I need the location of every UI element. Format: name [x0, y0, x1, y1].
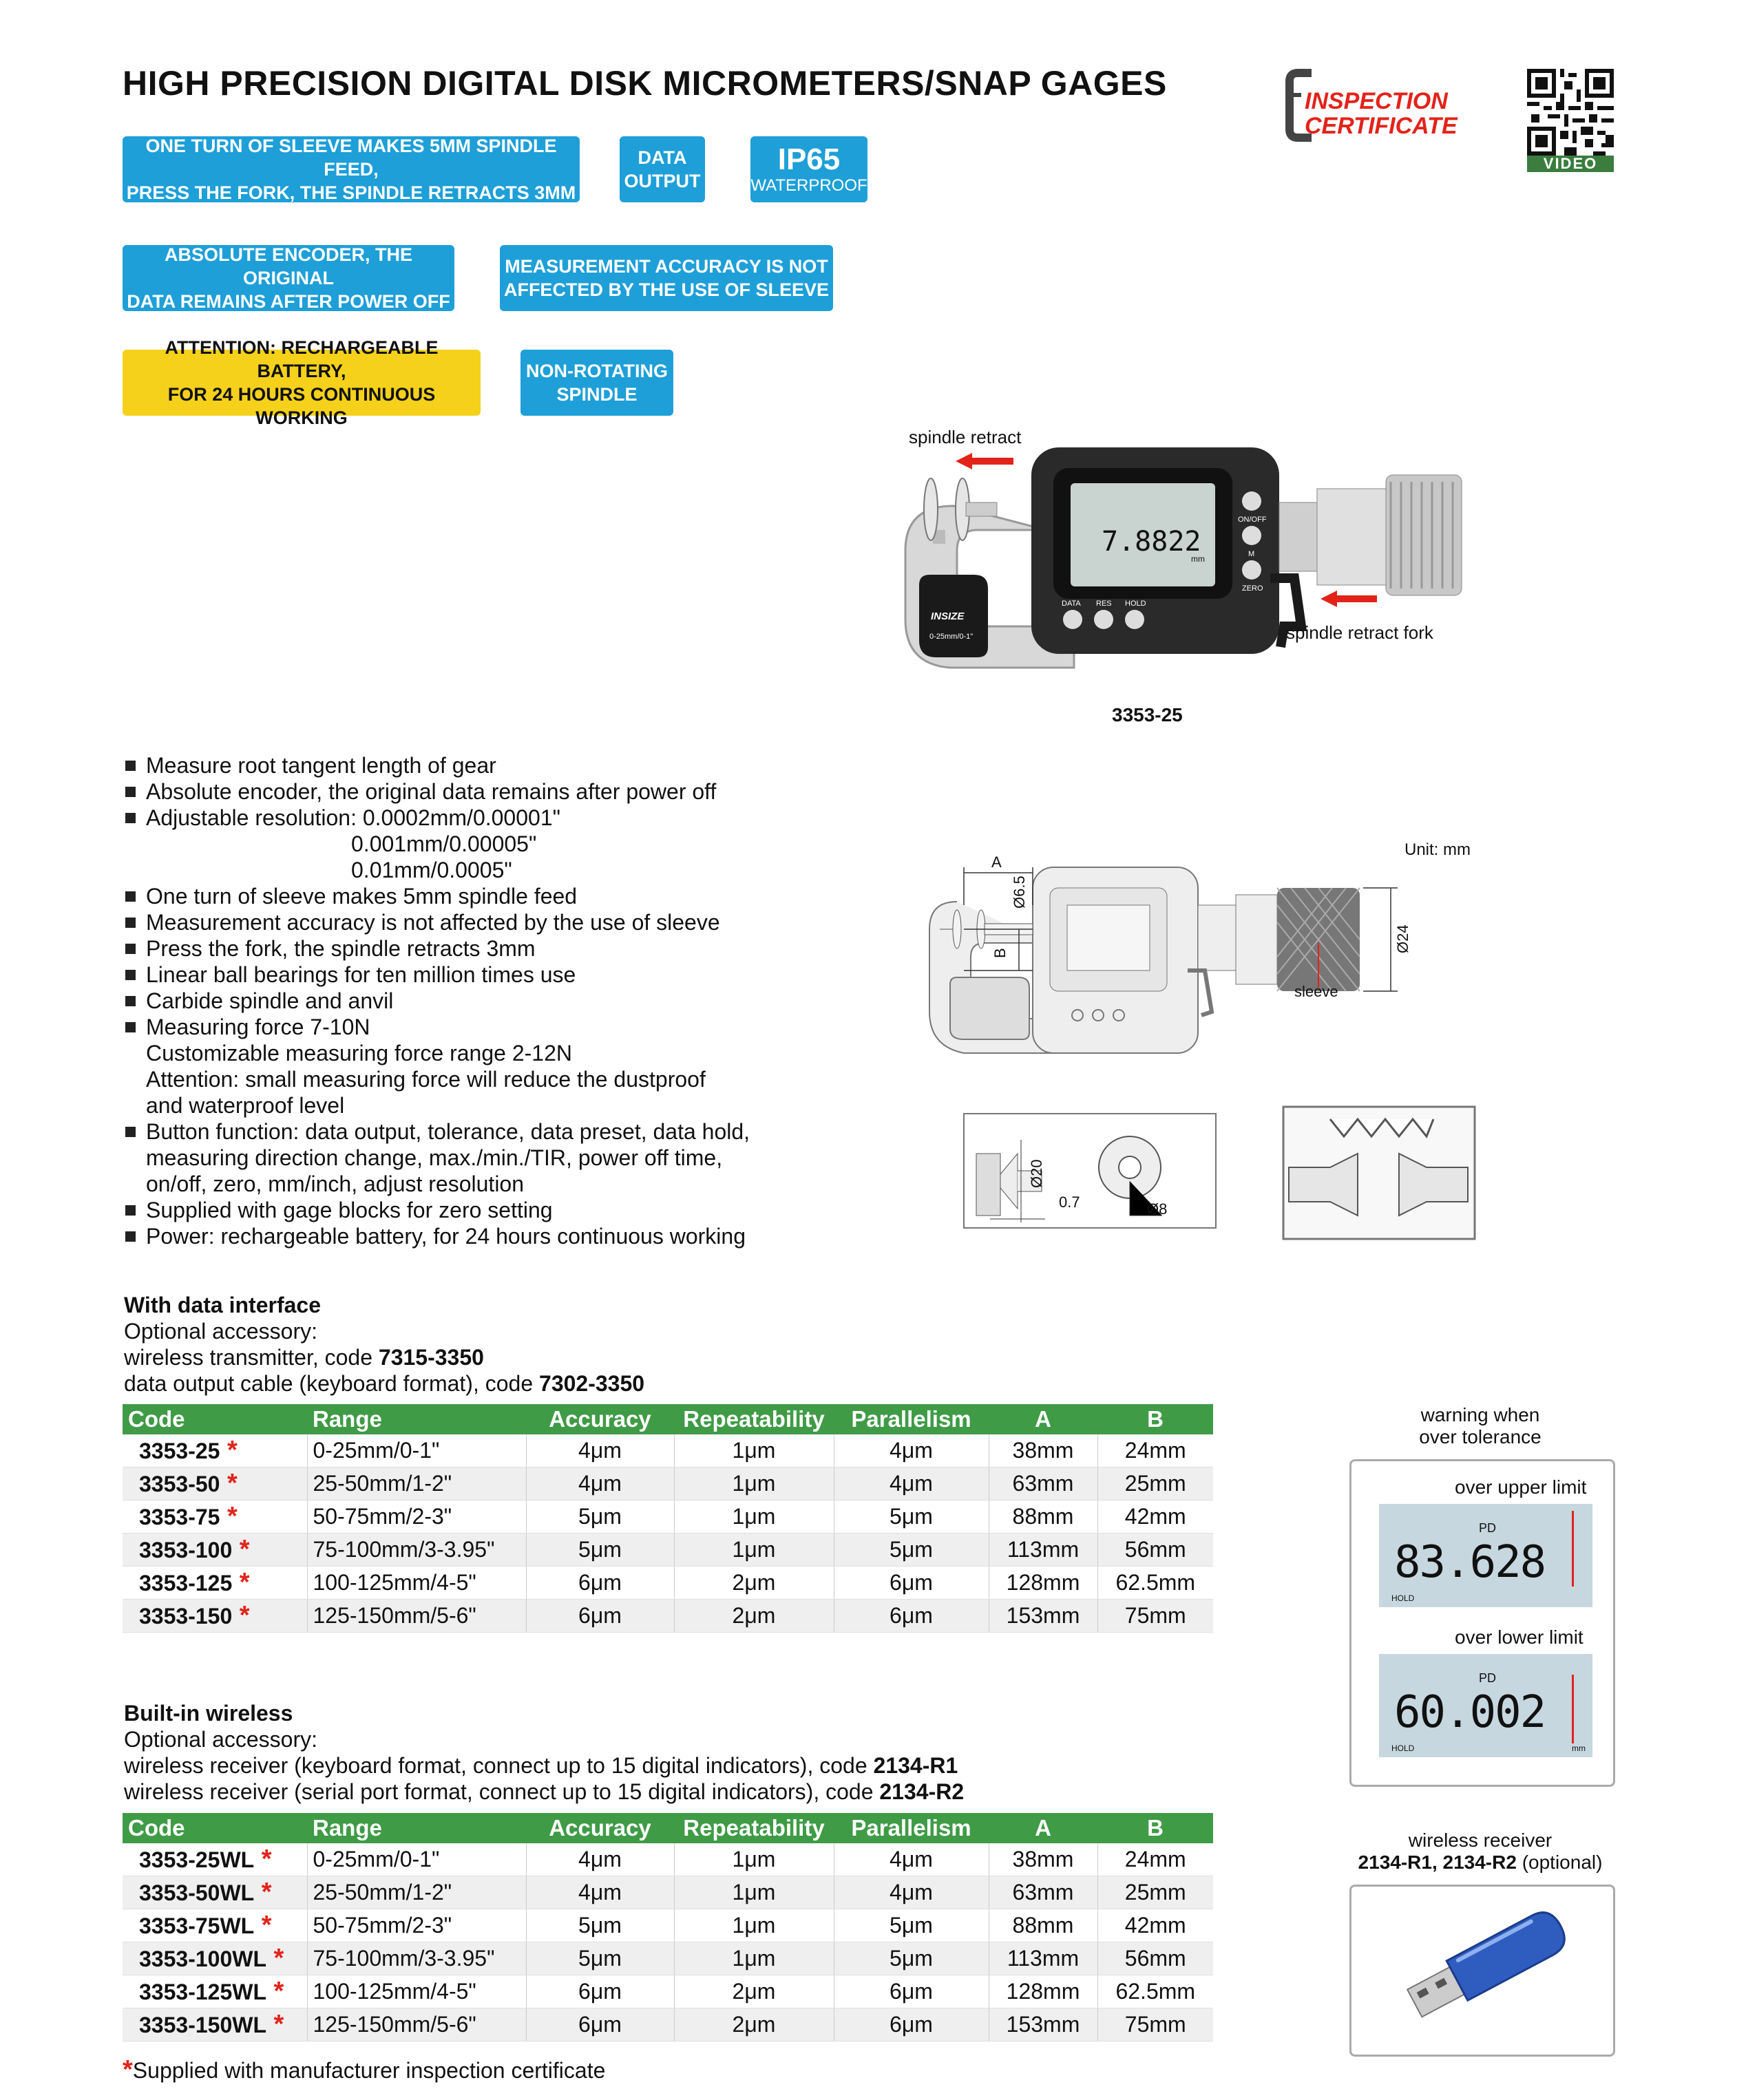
- table-cell: 5μm: [834, 1909, 989, 1942]
- feature-item: Button function: data output, tolerance, data preset, data hold,: [124, 1118, 750, 1145]
- qr-code-icon: [1527, 69, 1614, 156]
- table-header-row: [123, 1404, 1213, 1434]
- micrometer-photo: [854, 420, 1570, 730]
- table-cell: 5μm: [834, 1534, 989, 1567]
- table-cell: 38mm: [989, 1434, 1097, 1467]
- table-cell: 113mm: [989, 1942, 1097, 1975]
- table-cell: 2μm: [674, 1975, 834, 2008]
- table-cell: 75-100mm/3-3.95": [307, 1534, 526, 1567]
- disk-detail-drawing: [962, 1112, 1217, 1229]
- arrow-retract-head: [956, 453, 972, 469]
- column-header: A: [989, 1813, 1097, 1843]
- certificate-star: *: [254, 1878, 272, 1907]
- section-line: wireless transmitter, code 7315-3350: [124, 1345, 484, 1370]
- receiver-image: [1349, 1885, 1615, 2057]
- table-cell: 5μm: [526, 1500, 674, 1534]
- table-row: [123, 1500, 1213, 1534]
- table-cell: 2μm: [674, 2008, 834, 2041]
- table-row: [123, 1975, 1213, 2008]
- table-cell: 0-25mm/0-1": [307, 1434, 526, 1467]
- accessory-code: 2134-R2: [879, 1779, 965, 1804]
- column-header: Accuracy: [526, 1813, 674, 1843]
- unit-label: Unit: mm: [1404, 840, 1471, 859]
- btn-zero-label: ZERO: [1242, 584, 1263, 593]
- table-cell: 153mm: [989, 2008, 1097, 2041]
- table-row: [123, 1600, 1213, 1633]
- display-unit: mm: [1191, 554, 1205, 564]
- column-header: Range: [307, 1404, 526, 1434]
- technical-drawing: [923, 833, 1528, 1101]
- table-cell: 125-150mm/5-6": [307, 2008, 526, 2041]
- badge-line: IP65: [777, 142, 841, 176]
- certificate-star: *: [220, 1469, 238, 1498]
- table-cell: 25mm: [1097, 1876, 1213, 1909]
- table-cell: 1μm: [674, 1434, 834, 1467]
- certificate-star: *: [232, 1601, 250, 1630]
- caption-line: wireless receiver: [1408, 1829, 1553, 1851]
- table-cell: 2μm: [674, 1567, 834, 1600]
- table-cell: 63mm: [989, 1467, 1097, 1500]
- lcd-lower: [1379, 1654, 1592, 1757]
- table-cell: 6μm: [834, 1600, 989, 1633]
- table-cell: 2μm: [674, 1600, 834, 1633]
- table-cell: 88mm: [989, 1500, 1097, 1534]
- dim-07: 0.7: [1059, 1194, 1080, 1211]
- btn-hold-label: HOLD: [1125, 600, 1146, 608]
- table-row: [123, 1434, 1213, 1467]
- section-heading: Built-in wireless: [124, 1701, 293, 1726]
- feature-item: 0.01mm/0.0005": [351, 858, 512, 882]
- table-cell: 62.5mm: [1097, 1567, 1213, 1600]
- btn-zero: [1242, 560, 1261, 580]
- table-row: [123, 1843, 1213, 1876]
- table-cell: 4μm: [834, 1467, 989, 1500]
- badge-battery: [123, 337, 481, 428]
- badge-absolute-encoder: [123, 245, 454, 311]
- certificate-star: *: [232, 1535, 250, 1564]
- code-cell: 3353-75 *: [123, 1500, 307, 1534]
- table-cell: 5μm: [526, 1909, 674, 1942]
- table-cell: 63mm: [989, 1876, 1097, 1909]
- range-label: 0-25mm/0-1": [929, 633, 974, 641]
- code-cell: 3353-150 *: [123, 1600, 307, 1633]
- table-row: [123, 1942, 1213, 1975]
- cert-line1: INSPECTION: [1305, 88, 1448, 114]
- table-cell: 125-150mm/5-6": [307, 1600, 526, 1633]
- upper-pointer: [1572, 1511, 1574, 1587]
- caption-line: over tolerance: [1419, 1426, 1542, 1447]
- hold-label: HOLD: [1391, 1593, 1415, 1603]
- section-line: wireless receiver (serial port format, connect up to 15 digital indicators), code 2134-R2: [124, 1779, 965, 1804]
- certificate-star: *: [220, 1502, 238, 1531]
- display-value: 7.8822: [1102, 526, 1201, 558]
- certificate-star: *: [266, 1944, 284, 1973]
- qr-code[interactable]: [1527, 69, 1614, 172]
- certificate-star: *: [266, 2010, 284, 2039]
- certificate-star: *: [220, 1436, 238, 1465]
- btn-res-label: RES: [1096, 600, 1112, 608]
- column-header: Code: [123, 1813, 307, 1843]
- table-cell: 6μm: [834, 1567, 989, 1600]
- table-cell: 4μm: [834, 1434, 989, 1467]
- qr-video-label: VIDEO: [1527, 156, 1614, 172]
- column-header: A: [989, 1404, 1097, 1434]
- feature-item: Supplied with gage blocks for zero setting: [124, 1197, 750, 1223]
- certificate-star: *: [254, 1911, 272, 1940]
- feature-item: One turn of sleeve makes 5mm spindle feed: [124, 883, 750, 909]
- caption-line: 2134-R1, 2134-R2 (optional): [1358, 1852, 1603, 1873]
- btn-data-label: DATA: [1062, 600, 1081, 608]
- table-cell: 24mm: [1097, 1434, 1213, 1467]
- feature-item: and waterproof level: [146, 1093, 345, 1118]
- feature-item: measuring direction change, max./min./TIR, power off time,: [146, 1145, 723, 1170]
- sleeve-knurl: [1386, 475, 1462, 595]
- code-cell: 3353-25 *: [123, 1434, 307, 1467]
- btn-res: [1094, 610, 1113, 629]
- page-title: HIGH PRECISION DIGITAL DISK MICROMETERS/SNAP GAGES: [123, 64, 1167, 103]
- certificate-star: *: [266, 1977, 284, 2006]
- table-cell: 75mm: [1097, 1600, 1213, 1633]
- table-row: [123, 2008, 1213, 2041]
- table-cell: 1μm: [674, 1843, 834, 1876]
- table-cell: 113mm: [989, 1534, 1097, 1567]
- code-cell: 3353-100 *: [123, 1534, 307, 1567]
- badge-line: SPINDLE: [556, 384, 638, 405]
- feature-item: Absolute encoder, the original data remains after power off: [124, 778, 750, 805]
- sleeve-label: sleeve: [1294, 983, 1338, 1000]
- caption-line: warning when: [1420, 1404, 1540, 1425]
- table-cell: 5μm: [834, 1942, 989, 1975]
- table-cell: 42mm: [1097, 1500, 1213, 1534]
- badge-ip65: [750, 136, 867, 202]
- code-cell: 3353-50WL *: [123, 1876, 307, 1909]
- table-cell: 1μm: [674, 1942, 834, 1975]
- column-header: B: [1097, 1404, 1213, 1434]
- certificate-star: *: [254, 1845, 272, 1874]
- table-cell: 100-125mm/4-5": [307, 1567, 526, 1600]
- table-cell: 25-50mm/1-2": [307, 1876, 526, 1909]
- dim-a: A: [991, 853, 1002, 871]
- lcd-upper: [1379, 1504, 1592, 1607]
- table-cell: 1μm: [674, 1500, 834, 1534]
- table-row: [123, 1467, 1213, 1500]
- table-row: [123, 1567, 1213, 1600]
- column-header: Range: [307, 1813, 526, 1843]
- btn-onoff-label: ON/OFF: [1238, 516, 1267, 524]
- badge-sleeve-feed: [123, 136, 580, 202]
- hold-label: HOLD: [1391, 1743, 1415, 1753]
- upper-limit-label: over upper limit: [1455, 1476, 1587, 1498]
- code-cell: 3353-125 *: [123, 1567, 307, 1600]
- section-line: wireless receiver (keyboard format, connect up to 15 digital indicators), code 2134-R1: [124, 1753, 958, 1778]
- feature-item: on/off, zero, mm/inch, adjust resolution: [146, 1171, 525, 1196]
- table-row: [123, 1909, 1213, 1942]
- table-cell: 38mm: [989, 1843, 1097, 1876]
- arrow-fork-head: [1321, 591, 1337, 607]
- dim-d20: Ø20: [1028, 1159, 1045, 1188]
- badge-line: DATA: [638, 147, 687, 168]
- badge-line: WATERPROOF: [750, 176, 867, 195]
- table-cell: 0-25mm/0-1": [307, 1843, 526, 1876]
- table-cell: 5μm: [834, 1500, 989, 1534]
- accessory-code: 7315-3350: [378, 1345, 484, 1370]
- feature-item: Measure root tangent length of gear: [124, 752, 750, 778]
- feature-item: Measurement accuracy is not affected by the use of sleeve: [124, 909, 750, 935]
- warning-caption: [1349, 1404, 1611, 1448]
- receiver-caption: [1336, 1829, 1625, 1874]
- table-row: [123, 1876, 1213, 1909]
- table-cell: 6μm: [526, 1567, 674, 1600]
- model-label: 3353-25: [1112, 704, 1183, 725]
- table-cell: 1μm: [674, 1876, 834, 1909]
- table-cell: 128mm: [989, 1975, 1097, 2008]
- column-header: Parallelism: [834, 1813, 989, 1843]
- btn-m-label: M: [1248, 550, 1255, 558]
- spec-table-built-in-wireless: [123, 1813, 1213, 2041]
- code-cell: 3353-100WL *: [123, 1942, 307, 1975]
- badge-line: NON-ROTATING: [526, 361, 668, 381]
- upper-value: 83.628: [1394, 1537, 1546, 1588]
- lower-pointer: [1572, 1675, 1574, 1743]
- table-row: [123, 1534, 1213, 1567]
- table-cell: 4μm: [834, 1876, 989, 1909]
- feature-item: Power: rechargeable battery, for 24 hours continuous working: [124, 1223, 750, 1249]
- lower-limit-label: over lower limit: [1455, 1626, 1584, 1648]
- accessory-code: 2134-R1: [873, 1753, 958, 1778]
- table-cell: 100-125mm/4-5": [307, 1975, 526, 2008]
- section-built-in-wireless: [124, 1700, 964, 1805]
- badge-line: OUTPUT: [624, 171, 701, 191]
- feature-item: Linear ball bearings for ten million times use: [124, 962, 750, 988]
- column-header: Accuracy: [526, 1404, 674, 1434]
- feature-item: 0.001mm/0.00005": [351, 831, 537, 856]
- feature-item: Carbide spindle and anvil: [124, 988, 750, 1014]
- section-line: Optional accessory:: [124, 1319, 318, 1344]
- code-cell: 3353-50 *: [123, 1467, 307, 1500]
- badge-accuracy: [500, 245, 833, 311]
- table-cell: 6μm: [834, 2008, 989, 2041]
- brand-label: INSIZE: [931, 611, 965, 622]
- table-cell: 24mm: [1097, 1843, 1213, 1876]
- footnote: *Supplied with manufacturer inspection certificate: [123, 2055, 606, 2084]
- btn-m: [1242, 526, 1261, 545]
- section-heading: With data interface: [124, 1293, 321, 1317]
- badge-line: FOR 24 HOURS CONTINUOUS WORKING: [167, 384, 436, 428]
- btn-data: [1063, 610, 1082, 629]
- column-header: Repeatability: [674, 1404, 834, 1434]
- table-cell: 25mm: [1097, 1467, 1213, 1500]
- badge-line: DATA REMAINS AFTER POWER OFF: [127, 291, 450, 312]
- code-cell: 3353-125WL *: [123, 1975, 307, 2008]
- section-line: Optional accessory:: [124, 1727, 318, 1752]
- cert-line2: CERTIFICATE: [1305, 113, 1458, 139]
- table-cell: 6μm: [526, 1975, 674, 2008]
- dim-d8: Ø8: [1147, 1200, 1168, 1218]
- gear-detail-drawing: [1282, 1105, 1476, 1240]
- column-header: B: [1097, 1813, 1213, 1843]
- label-retract-fork: spindle retract fork: [1286, 622, 1433, 643]
- table-cell: 6μm: [526, 1600, 674, 1633]
- badge-line: ABSOLUTE ENCODER, THE ORIGINAL: [164, 244, 413, 288]
- btn-hold: [1125, 610, 1144, 629]
- certificate-star: *: [232, 1568, 250, 1597]
- table-cell: 128mm: [989, 1567, 1097, 1600]
- pd-label: PD: [1479, 1671, 1497, 1685]
- spec-table-data-interface: [123, 1404, 1213, 1633]
- table-cell: 75-100mm/3-3.95": [307, 1942, 526, 1975]
- badge-line: MEASUREMENT ACCURACY IS NOT: [505, 256, 828, 277]
- table-cell: 88mm: [989, 1909, 1097, 1942]
- feature-item: Attention: small measuring force will reduce the dustproof: [146, 1067, 706, 1092]
- table-cell: 62.5mm: [1097, 1975, 1213, 2008]
- feature-list: [124, 752, 750, 1249]
- table-cell: 4μm: [526, 1467, 674, 1500]
- section-data-interface: [124, 1292, 644, 1397]
- code-cell: 3353-150WL *: [123, 2008, 307, 2041]
- table-cell: 4μm: [526, 1876, 674, 1909]
- table-cell: 25-50mm/1-2": [307, 1467, 526, 1500]
- warning-panel: [1349, 1459, 1615, 1787]
- feature-item: Measuring force 7-10N: [124, 1014, 750, 1040]
- section-line: data output cable (keyboard format), code 7302-3350: [124, 1371, 645, 1396]
- table-cell: 50-75mm/2-3": [307, 1500, 526, 1534]
- pd-label: PD: [1479, 1521, 1497, 1535]
- dim-d24: Ø24: [1394, 924, 1411, 953]
- table-cell: 56mm: [1097, 1534, 1213, 1567]
- feature-item: Press the fork, the spindle retracts 3mm: [124, 935, 750, 962]
- table-cell: 42mm: [1097, 1909, 1213, 1942]
- table-cell: 6μm: [526, 2008, 674, 2041]
- column-header: Parallelism: [834, 1404, 989, 1434]
- feature-item: Customizable measuring force range 2-12N: [146, 1041, 572, 1065]
- table-cell: 5μm: [526, 1534, 674, 1567]
- btn-onoff: [1242, 491, 1261, 511]
- mm-label: mm: [1572, 1743, 1586, 1753]
- dim-b: B: [991, 948, 1009, 958]
- badge-line: AFFECTED BY THE USE OF SLEEVE: [503, 279, 830, 300]
- table-header-row: [123, 1813, 1213, 1843]
- table-cell: 4μm: [526, 1434, 674, 1467]
- lower-value: 60.002: [1394, 1687, 1546, 1738]
- table-cell: 5μm: [526, 1942, 674, 1975]
- table-cell: 1μm: [674, 1467, 834, 1500]
- table-cell: 153mm: [989, 1600, 1097, 1633]
- dim-d65: Ø6.5: [1011, 876, 1028, 909]
- badge-line: ATTENTION: RECHARGEABLE BATTERY,: [165, 337, 439, 381]
- badge-non-rotating: [520, 350, 673, 416]
- table-cell: 4μm: [526, 1843, 674, 1876]
- code-cell: 3353-25WL *: [123, 1843, 307, 1876]
- column-header: Repeatability: [674, 1813, 834, 1843]
- accessory-code: 7302-3350: [539, 1371, 645, 1396]
- feature-item: Adjustable resolution: 0.0002mm/0.00001": [124, 805, 750, 831]
- table-cell: 75mm: [1097, 2008, 1213, 2041]
- column-header: Code: [123, 1404, 307, 1434]
- code-cell: 3353-75WL *: [123, 1909, 307, 1942]
- table-cell: 4μm: [834, 1843, 989, 1876]
- badge-line: PRESS THE FORK, THE SPINDLE RETRACTS 3MM: [126, 182, 576, 203]
- table-cell: 1μm: [674, 1534, 834, 1567]
- table-cell: 56mm: [1097, 1942, 1213, 1975]
- usb-receiver-icon: [1351, 1887, 1613, 2055]
- inspection-certificate-logo: [1284, 67, 1491, 143]
- table-cell: 50-75mm/2-3": [307, 1909, 526, 1942]
- table-cell: 6μm: [834, 1975, 989, 2008]
- table-cell: 1μm: [674, 1909, 834, 1942]
- badge-data-output: [620, 136, 705, 202]
- label-spindle-retract: spindle retract: [909, 427, 1022, 447]
- badge-line: ONE TURN OF SLEEVE MAKES 5MM SPINDLE FEED,: [145, 136, 557, 180]
